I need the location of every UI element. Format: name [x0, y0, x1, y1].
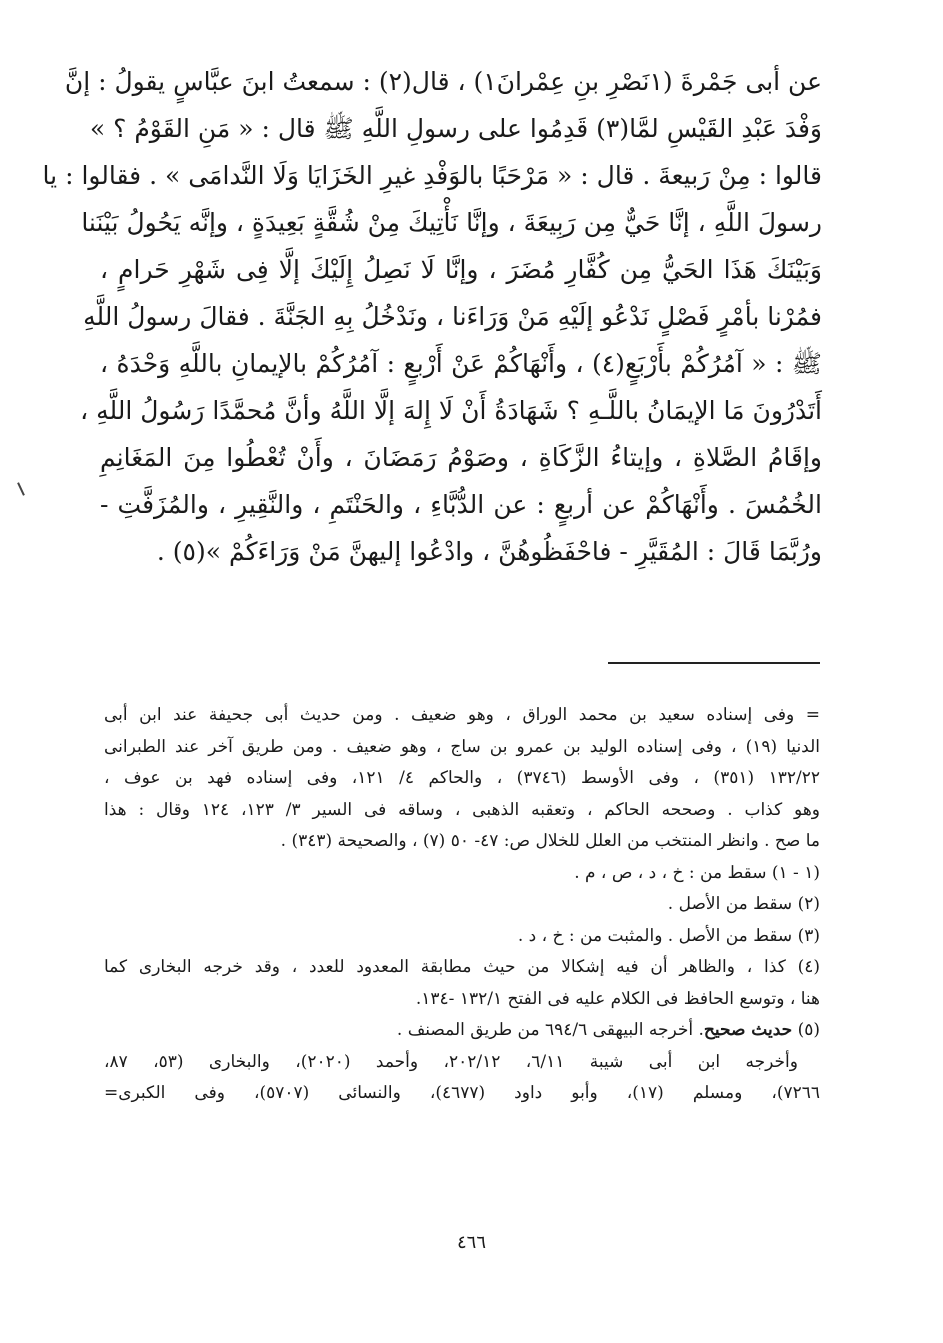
main-text-line: وإقَامُ الصَّلاةِ ، وإيتاءُ الزَّكَاةِ ، وصَوْمُ رَمَضَانَ ، وأَنْ تُعْطُوا مِنَ المَغَانِمِ — [100, 443, 822, 472]
margin-mark — [17, 482, 25, 496]
main-text-line: أَتَدْرُونَ مَا الإيمَانُ باللَّـهِ ؟ شَهَادَةُ أَنْ لَا إِلهَ إلَّا اللَّهُ وأنَّ مُحمَّدًا رَسُولُ اللَّهِ ، — [80, 396, 822, 425]
footnote-5: (٥) حديث صحيح. أخرجه البيهقى ٦٩٤/٦ من طريق المصنف . — [396, 1020, 820, 1040]
main-text-line: الخُمُسَ . وأَنْهَاكُمْ عن أربعٍ : عن الدُّبَّاءِ ، والحَنْتَمِ ، والنَّقِيرِ ، والمُزَفَّتِ - — [100, 490, 822, 519]
main-text-line: ﷺ : « آمُرُكُمْ بأَرْبَعٍ(٤) ، وأَنْهَاكُمْ عَنْ أَرْبعٍ : آمُرُكُمْ بالإيمانِ باللَّهِ وَحْدَهُ ، — [100, 349, 822, 378]
footnote-4-continued: هنا ، وتوسع الحافظ فى الكلام عليه فى الفتح ١٣٢/١ -١٣٤. — [415, 988, 820, 1009]
main-text-line: وَفْدَ عَبْدِ القَيْسِ لمَّا(٣) قَدِمُوا على رسولِ اللَّهِ ﷺ قال : « مَنِ القَوْمُ ؟ » — [89, 114, 822, 143]
footnote-5-continued: ٧٢٦٦)، ومسلم (١٧)، وأبو داود (٤٦٧٧)، والنسائى (٥٧٠٧)، وفى الكبرى= — [104, 1083, 820, 1103]
main-text-line: عن أبى جَمْرةَ (١نَصْرِ بنِ عِمْرانَ١) ، قال(٢) : سمعتُ ابنَ عبَّاسٍ يقولُ : إنَّ — [64, 67, 822, 96]
main-text-line: وَبَيْنَكَ هَذَا الحَيُّ مِن كُفَّارِ مُضَرَ ، وإنَّا لَا نَصِلُ إِلَيْكَ إلَّا فِى شَهْرِ حَرامٍ ، — [100, 255, 822, 284]
footnote-line: وهو كذاب . وصححه الحاكم ، وتعقبه الذهبى ، وساقه فى السير ٣/ ١٢٣، ١٢٤ وقال : هذا — [104, 799, 821, 820]
footnote-4: (٤) كذا ، والظاهر أن فيه إشكالا من حيث مطابقة المعدود للعدد ، وقد خرجه البخارى كما — [104, 957, 820, 977]
footnote-5-grade: حديث صحيح — [703, 1020, 793, 1040]
footnote-2: (٢) سقط من الأصل . — [667, 894, 820, 914]
footnote-5-continued: وأخرجه ابن أبى شيبة ٦/١١، ٢٠٢/١٢، وأحمد (٢٠٢٠)، والبخارى (٥٣، ٨٧، — [104, 1051, 798, 1072]
footnote-1: (١ - ١) سقط من : خ ، د ، ص ، م . — [574, 862, 820, 883]
main-text-line: قالوا : مِنْ رَبيعةَ . قال : « مَرْحَبًا بالوَفْدِ غيرِ الخَزَايَا وَلَا النَّدامَى » . فقالوا : يا — [42, 161, 822, 190]
main-text-line: فمُرْنا بأمْرٍ فَصْلٍ نَدْعُو إلَيْهِ مَنْ وَرَاءَنا ، ونَدْخُلُ بِهِ الجَنَّةَ . فقالَ رسولُ اللَّهِ — [83, 302, 822, 331]
footnote-line: = وفى إسناده سعيد بن محمد الوراق ، وهو ضعيف . ومن حديث أبى جحيفة عند ابن أبى — [104, 705, 820, 725]
footnote-line: ما صح . وانظر المنتخب من العلل للخلال ص: ٤٧- ٥٠ (٧) ، والصحيحة (٣٤٣) . — [280, 831, 820, 851]
footnote-3: (٣) سقط من الأصل . والمثبت من : خ ، د . — [517, 925, 820, 946]
main-text-body — [42, 58, 822, 575]
page-number: ٤٦٦ — [456, 1232, 486, 1253]
footnotes — [104, 700, 820, 1110]
footnote-line: الدنيا (١٩) ، وفى إسناده الوليد بن عمرو بن ساج ، وهو ضعيف . ومن طريق آخر عند الطبرانى — [104, 736, 820, 757]
main-text-line: ورُبَّمَا قَالَ : المُقَيَّرِ - فاحْفَظُوهُنَّ ، وادْعُوا إليهنَّ مَنْ وَرَاءَكُمْ »(٥) . — [156, 537, 822, 566]
footnote-separator — [608, 662, 820, 664]
main-text-line: رسولَ اللَّهِ ، إنَّا حَيٌّ مِن رَبِيعَةَ ، وإنَّا نَأْتِيكَ مِنْ شُقَّةٍ بَعِيدَةٍ ، وإنَّه يَحُولُ بَيْنَنا — [81, 208, 822, 237]
footnote-line: ١٣٢/٢٢ (٣٥١) ، وفى الأوسط (٣٧٤٦) ، والحاكم ٤/ ١٢١، وفى إسناده فهد بن عوف ، — [104, 768, 820, 788]
